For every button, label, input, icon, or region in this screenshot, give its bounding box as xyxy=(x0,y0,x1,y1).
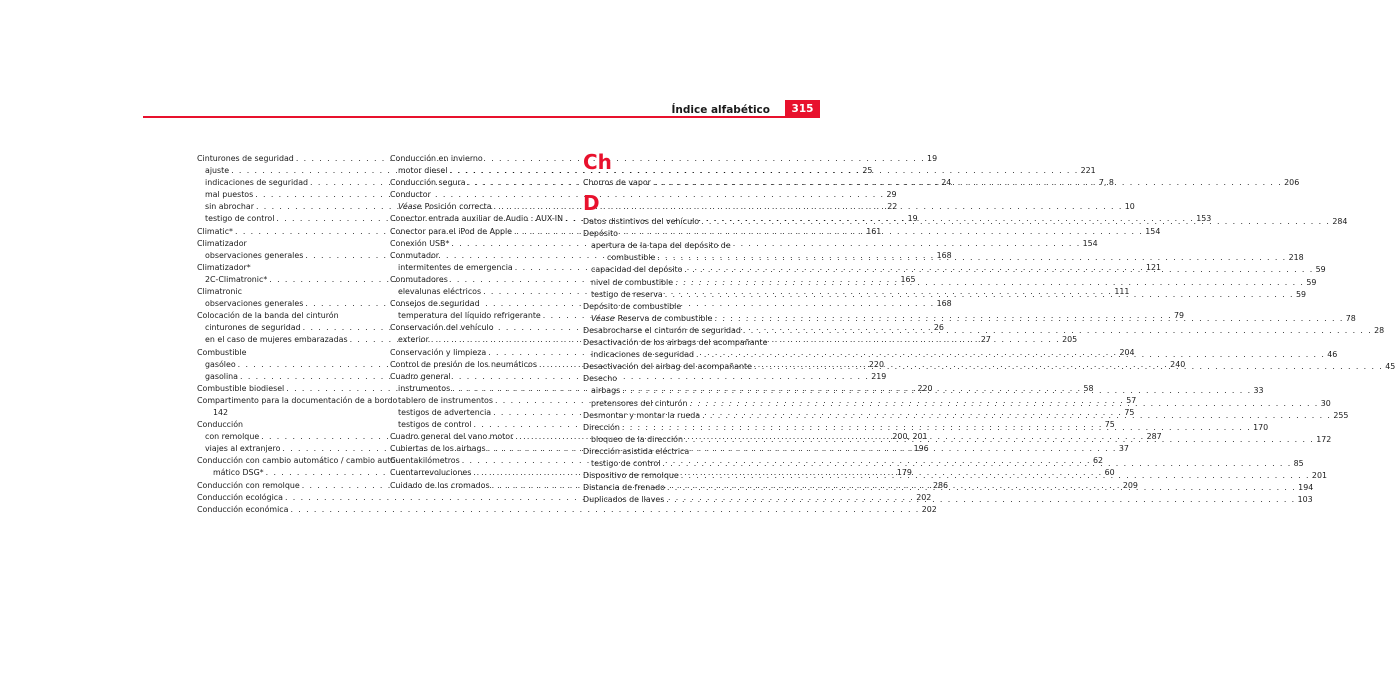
index-entry: Conducción económica . . . 202 xyxy=(197,504,380,516)
index-entry: Datos distintivos del vehículo . . . 284 xyxy=(583,216,769,228)
index-entry: Cuadro general del vano motor . . . 287 xyxy=(390,431,574,443)
index-entry: Cuentakilómetros . . . 62 xyxy=(390,455,574,467)
index-heading: Compartimento para la documentación de a bordo xyxy=(197,395,398,405)
section-letter-ch: Ch xyxy=(583,150,612,174)
index-heading: Conducción xyxy=(197,420,244,430)
index-entry: Duplicados de llaves . . . 103 xyxy=(583,494,769,506)
index-subentry: viajes al extranjero . . . 196 xyxy=(197,443,380,455)
index-entry: Chorros de vapor . . . 206 xyxy=(583,177,769,189)
index-subentry: sin abrochar . . . 22 xyxy=(197,201,380,213)
index-entry: Conducción segura . . . 7, 8 xyxy=(390,177,574,189)
index-heading: Combustible xyxy=(197,347,247,357)
index-subentry: testigo de control . . . 19 xyxy=(197,213,380,225)
index-subentry: indicaciones de seguridad . . . 24 xyxy=(197,177,380,189)
index-entry: Climatic* . . . 161 xyxy=(197,226,380,238)
index-page-ref: 142 xyxy=(213,407,229,417)
index-subentry: indicaciones de seguridad . . . 46 xyxy=(583,349,769,361)
index-subentry: ajuste . . . 25 xyxy=(197,165,380,177)
index-subentry: observaciones generales . . . 168 xyxy=(197,250,380,262)
index-entry: Cinturones de seguridad . . . 19 xyxy=(197,153,380,165)
index-entry: Conector entrada auxiliar de Audio : AUX-IN . . . 153 xyxy=(390,213,574,225)
index-entry: Cuidado de los cromados . . . 209 xyxy=(390,480,574,492)
index-entry: Desmontar y montar la rueda . . . 255 xyxy=(583,410,769,422)
index-entry: Conservación y limpieza . . . 204 xyxy=(390,347,574,359)
index-subentry: en el caso de mujeres embarazadas . . . 27 xyxy=(197,334,380,346)
index-subentry: observaciones generales . . . 168 xyxy=(197,298,380,310)
index-heading: Colocación de la banda del cinturón xyxy=(197,311,339,321)
header-rule xyxy=(143,116,820,118)
index-heading: Climatizador* xyxy=(197,262,251,272)
index-heading: Desecho xyxy=(583,374,618,384)
index-subentry: mal puestos . . . 29 xyxy=(197,189,380,201)
index-entry: Dispositivo de remolque . . . 201 xyxy=(583,470,769,482)
index-heading: Climatizador xyxy=(197,238,247,248)
index-entry: Desactivación del airbag del acompañante . . . 45 xyxy=(583,361,769,373)
page-header-title: Índice alfabético xyxy=(671,104,770,116)
index-heading: Dirección asistida eléctrica xyxy=(583,446,690,456)
index-subentry: 2C-Climatronic* . . . 165 xyxy=(197,274,380,286)
index-subentry: airbags . . . 33 xyxy=(583,385,769,397)
index-heading: Conservación del vehículo xyxy=(390,323,494,333)
index-heading: Conducción con cambio automático / cambio auto- xyxy=(197,456,399,466)
index-subentry: Véase Posición correcta . . . 10 xyxy=(390,201,574,213)
index-subentry: exterior . . . 205 xyxy=(390,334,574,346)
index-entry: Dirección . . . 170 xyxy=(583,422,769,434)
page-number-badge: 315 xyxy=(785,100,820,118)
index-subentry: testigos de advertencia . . . 75 xyxy=(390,407,574,419)
index-heading: Conmutador xyxy=(390,250,440,260)
index-subentry: temperatura del líquido refrigerante . . . 79 xyxy=(390,310,574,322)
index-entry: Conducción ecológica . . . 202 xyxy=(197,492,380,504)
index-entry: Combustible biodiesel . . . 220 xyxy=(197,383,380,395)
index-heading: Consejos de seguridad xyxy=(390,299,480,309)
index-entry: Distancia de frenado . . . 194 xyxy=(583,482,769,494)
index-subentry: cinturones de seguridad . . . 26 xyxy=(197,322,380,334)
index-subentry: testigos de control . . . 75 xyxy=(390,419,574,431)
index-subentry: gasolina . . . 219 xyxy=(197,371,380,383)
index-entry: Control de presión de los neumáticos . . . 240 xyxy=(390,359,574,371)
index-heading: Depósito de combustible xyxy=(583,301,682,311)
index-heading: Desactivación de los airbags del acompañante xyxy=(583,338,768,348)
index-subentry: testigo de reserva . . . 59 xyxy=(583,289,769,301)
index-subentry: elevalunas eléctricos . . . 111 xyxy=(390,286,574,298)
index-subentry: testigo de control . . . 85 xyxy=(583,458,769,470)
index-entry-continued: mático DSG* . . . 179 xyxy=(197,467,380,479)
index-subentry: gasóleo . . . 220 xyxy=(197,359,380,371)
index-heading: Cuadro general xyxy=(390,371,451,381)
index-subentry: bloqueo de la dirección . . . 172 xyxy=(583,434,769,446)
index-subentry: con remolque . . . 200, 201 xyxy=(197,431,380,443)
index-entry: Conducción con remolque . . . 286 xyxy=(197,480,380,492)
index-entry: Conector para el iPod de Apple . . . 154 xyxy=(390,226,574,238)
index-subentry: tablero de instrumentos . . . 57 xyxy=(390,395,574,407)
index-heading: Conductor xyxy=(390,190,431,200)
index-heading: Conmutadores xyxy=(390,274,448,284)
index-entry: Cubiertas de los airbags . . . 37 xyxy=(390,443,574,455)
index-entry-continued: combustible . . . 218 xyxy=(583,252,769,264)
index-subentry: nivel de combustible . . . 59 xyxy=(583,277,769,289)
index-subheading: apertura de la tapa del depósito de xyxy=(591,241,731,251)
index-entry: Cuentarrevoluciones . . . 60 xyxy=(390,467,574,479)
section-letter-d: D xyxy=(583,191,600,216)
index-entry: Desabrocharse el cinturón de seguridad . . . 28 xyxy=(583,325,769,337)
index-subentry: Véase Reserva de combustible . . . 78 xyxy=(583,313,769,325)
index-subentry: pretensores del cinturón . . . 30 xyxy=(583,398,769,410)
index-heading: Climatronic xyxy=(197,287,242,297)
index-heading: Depósito xyxy=(583,229,618,239)
index-subentry: instrumentos . . . 58 xyxy=(390,383,574,395)
index-entry: Conexión USB* . . . 154 xyxy=(390,238,574,250)
index-subentry: motor diesel . . . 221 xyxy=(390,165,574,177)
index-subentry: intermitentes de emergencia . . . 121 xyxy=(390,262,574,274)
index-heading: Conducción en invierno xyxy=(390,154,483,163)
index-subentry: capacidad del depósito . . . 59 xyxy=(583,264,769,276)
